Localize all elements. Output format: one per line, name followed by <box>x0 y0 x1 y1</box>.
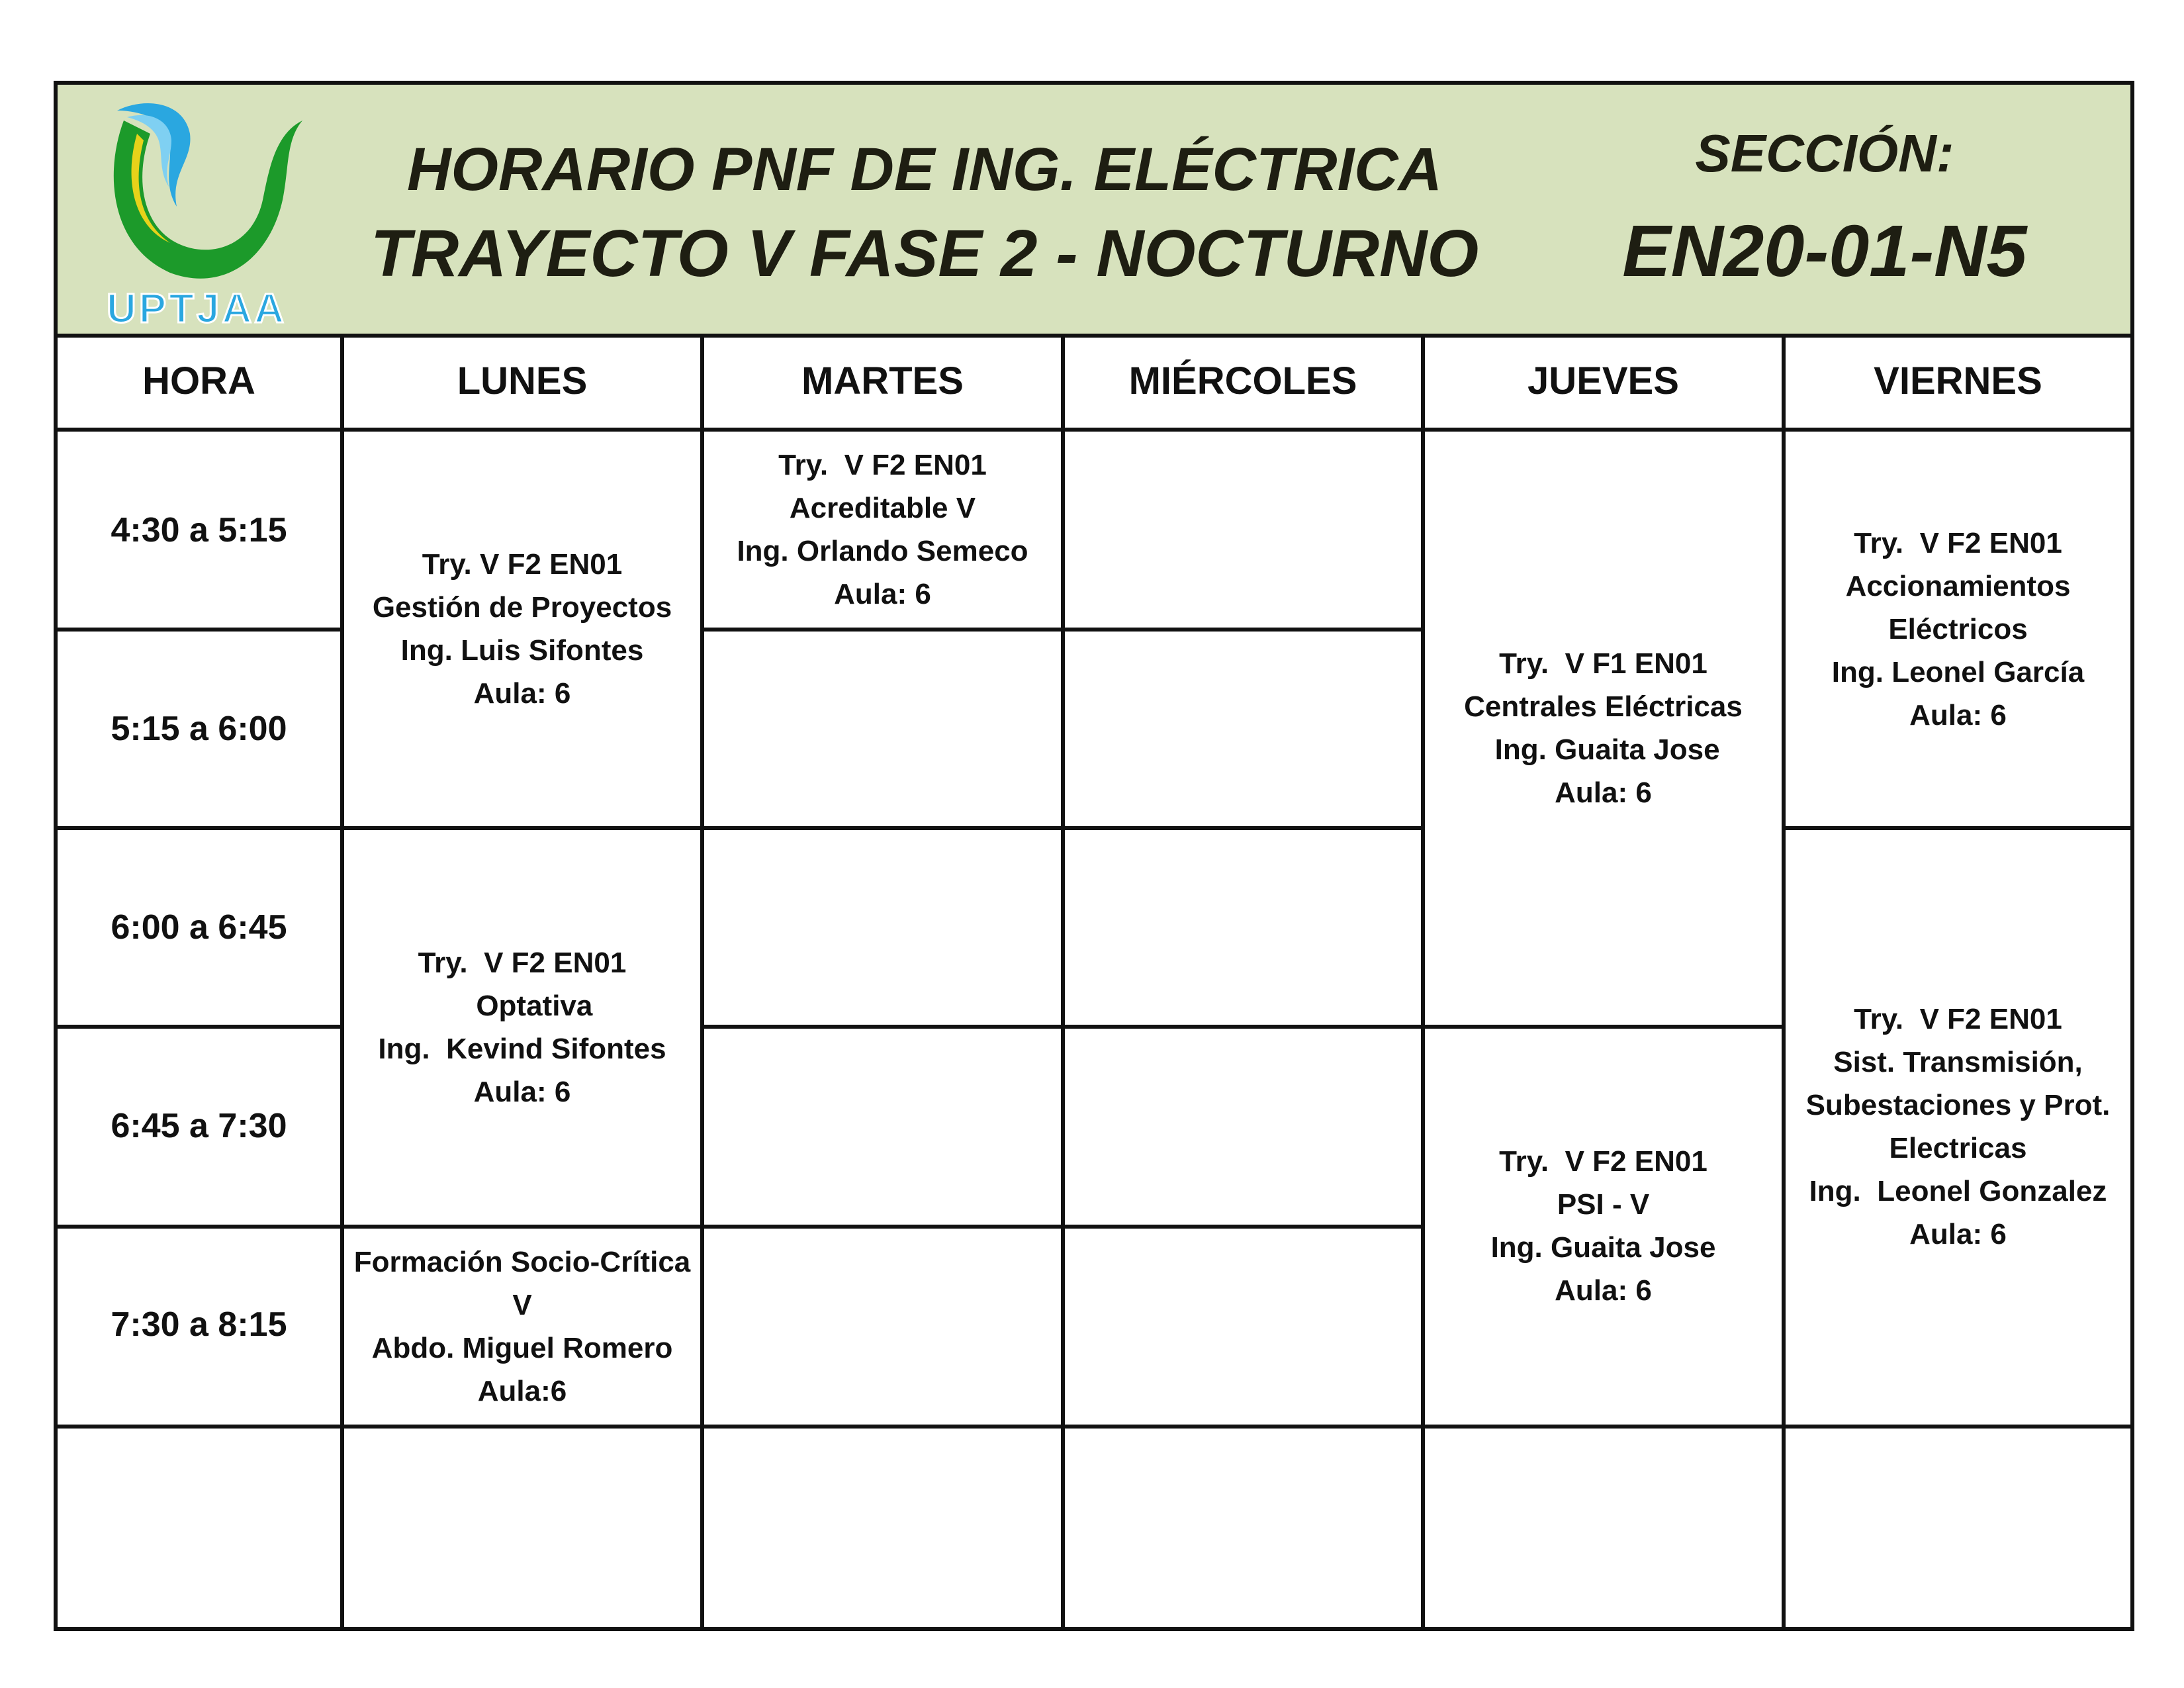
class-line: Aula: 6 <box>1555 776 1652 809</box>
class-line: Formación Socio-Crítica <box>353 1246 691 1278</box>
grid-line <box>58 1025 340 1029</box>
title-line-2: TRAYECTO V FASE 2 - NOCTURNO <box>370 216 1479 291</box>
column-header-hora: HORA <box>142 359 255 402</box>
class-line: Centrales Eléctricas <box>1464 690 1743 723</box>
class-line: Sist. Transmisión, <box>1833 1046 2083 1078</box>
section-code: EN20-01-N5 <box>1622 211 2027 292</box>
class-line: Acreditable V <box>789 492 976 524</box>
class-line: Aula: 6 <box>1555 1274 1652 1307</box>
class-line: Ing. Leonel García <box>1831 655 2085 688</box>
class-block-jueves-centrales <box>1425 432 1782 1025</box>
title-line-1: HORARIO PNF DE ING. ELÉCTRICA <box>406 136 1443 203</box>
time-slot: 7:30 a 8:15 <box>111 1305 287 1344</box>
class-line: Ing. Kevind Sifontes <box>378 1033 666 1065</box>
class-line: Aula: 6 <box>473 1076 571 1108</box>
grid-line <box>700 1025 1786 1029</box>
grid-line <box>1061 334 1065 1627</box>
class-block-jueves-psi <box>1425 1029 1782 1423</box>
class-line: Ing. Guaita Jose <box>1486 733 1720 766</box>
time-slot: 6:00 a 6:45 <box>111 908 287 947</box>
grid-line <box>58 428 2130 432</box>
class-line: Electricas <box>1889 1132 2027 1164</box>
class-line: Aula:6 <box>477 1375 567 1407</box>
class-line: Abdo. Miguel Romero <box>371 1332 673 1364</box>
grid-line <box>1782 334 1786 1627</box>
column-header-martes: MARTES <box>801 359 964 402</box>
grid-line <box>58 826 1425 830</box>
class-block-martes-acreditable <box>704 432 1061 628</box>
grid-line <box>58 1425 2130 1429</box>
class-line: Subestaciones y Prot. <box>1805 1089 2111 1121</box>
time-slot: 6:45 a 7:30 <box>111 1107 287 1145</box>
class-line: V <box>512 1289 532 1321</box>
column-header-lunes: LUNES <box>457 359 588 402</box>
class-line: PSI - V <box>1557 1188 1650 1221</box>
class-block-lunes-optativa <box>344 830 700 1225</box>
grid-line <box>58 628 340 632</box>
column-header-jueves: JUEVES <box>1527 359 1679 402</box>
column-header-viernes: VIERNES <box>1874 359 2042 402</box>
section-label: SECCIÓN: <box>1695 124 1954 183</box>
grid-line <box>700 628 1425 632</box>
class-line: Ing. Orlando Semeco <box>737 535 1028 567</box>
class-line: Ing. Guaita Jose <box>1490 1231 1716 1264</box>
time-slot: 4:30 a 5:15 <box>111 511 287 549</box>
class-block-lunes-formacion <box>344 1229 700 1425</box>
class-block-lunes-gestion <box>344 432 700 826</box>
class-line: Aula: 6 <box>473 677 571 710</box>
class-line: Try. V F1 EN01 <box>1499 647 1707 680</box>
time-slot: 5:15 a 6:00 <box>111 710 287 748</box>
grid-line <box>58 1225 1425 1229</box>
schedule-frame <box>54 81 2134 1631</box>
class-line: Try. V F2 EN01 <box>778 449 987 481</box>
schedule-header <box>58 85 2130 338</box>
schedule-grid <box>58 334 2130 1627</box>
grid-line <box>1782 826 2130 830</box>
class-line: Ing. Luis Sifontes <box>400 634 644 667</box>
class-block-viernes-accionamientos <box>1786 432 2130 826</box>
class-line: Aula: 6 <box>834 578 931 610</box>
column-header-miercoles: MIÉRCOLES <box>1128 359 1357 402</box>
class-line: Try. V F2 EN01 <box>1499 1145 1707 1178</box>
class-line: Try. V F2 EN01 <box>422 548 623 581</box>
grid-line <box>340 334 344 1627</box>
class-line: Optativa <box>451 990 593 1022</box>
grid-line <box>700 334 704 1627</box>
class-line: Accionamientos <box>1845 569 2071 602</box>
class-line: Gestión de Proyectos <box>372 591 672 624</box>
class-line: Try. V F2 EN01 <box>1854 1003 2062 1035</box>
class-line: Try. V F2 EN01 <box>418 947 627 979</box>
svg-text:UPTJAA: UPTJAA <box>106 286 287 332</box>
class-line: Aula: 6 <box>1909 698 2007 731</box>
class-line: Ing. Leonel Gonzalez <box>1809 1175 2107 1207</box>
class-line: Try. V F2 EN01 <box>1854 526 2062 559</box>
class-block-viernes-transmision <box>1786 830 2130 1423</box>
class-line: Aula: 6 <box>1909 1218 2007 1250</box>
uptjaa-logo <box>97 94 309 332</box>
class-line: Eléctricos <box>1888 612 2028 645</box>
grid-line <box>1421 334 1425 1627</box>
